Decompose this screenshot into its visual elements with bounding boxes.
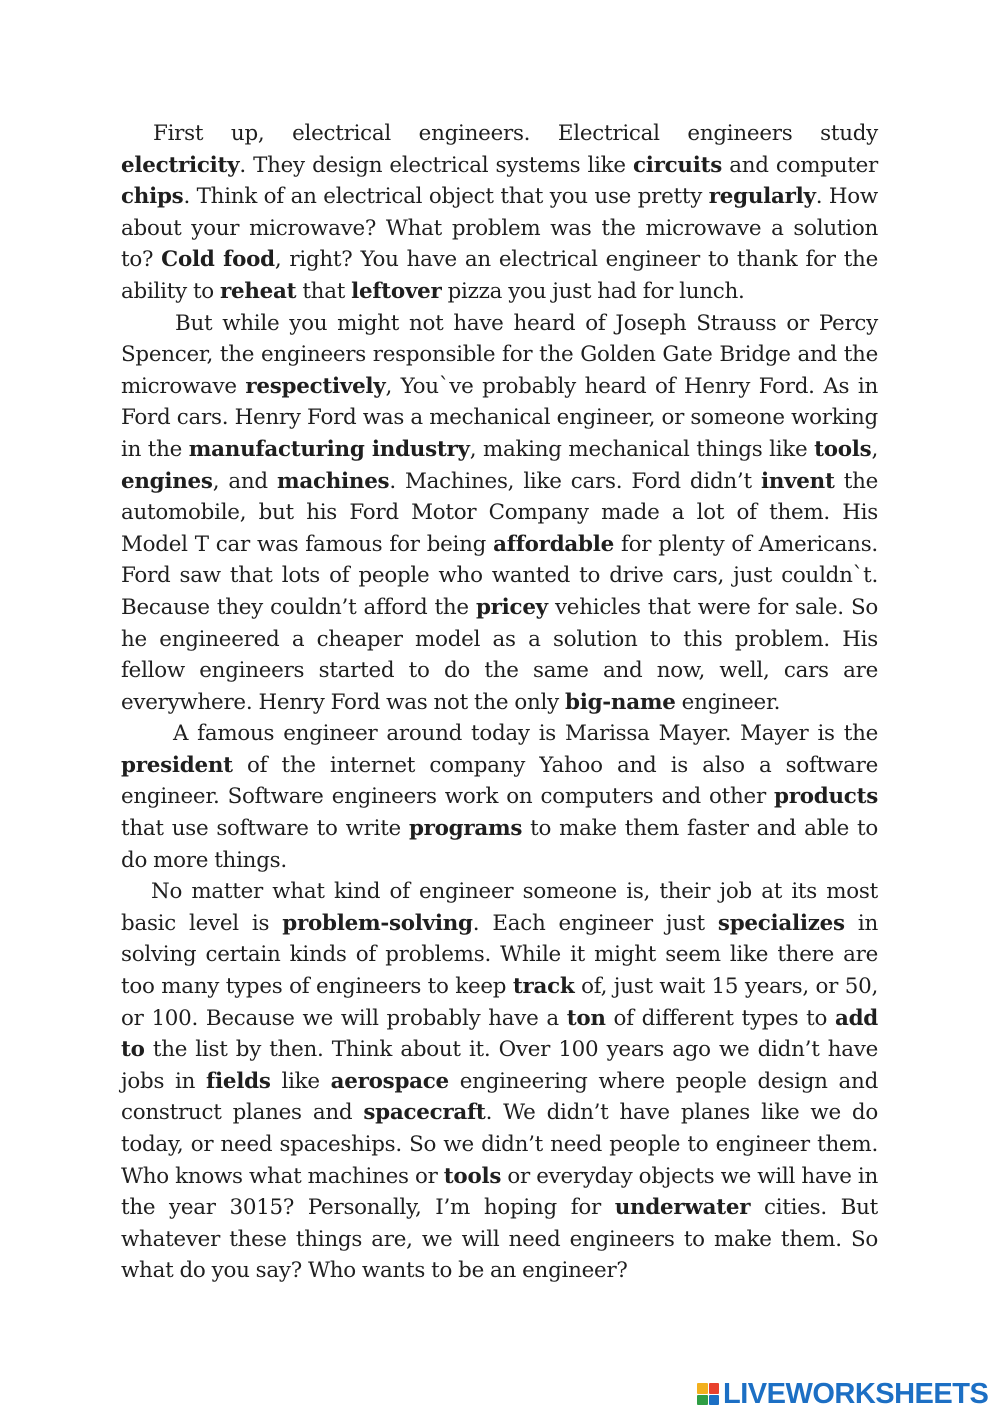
keyword: president xyxy=(121,752,233,778)
keyword: manufacturing industry xyxy=(188,436,470,462)
liveworksheets-logo-icon xyxy=(697,1383,719,1405)
keyword: products xyxy=(774,784,878,810)
text-run: But while you might not have heard of Joseph Strauss or Percy Spencer, the engineers responsible for the Golden Gate Bridge and the microwave xyxy=(121,310,878,399)
keyword: reheat xyxy=(219,278,297,304)
text-run: of, just wait 15 years, or 50, or 100. Because we will probably have a xyxy=(121,974,878,1031)
paragraph-henry-ford xyxy=(121,308,878,719)
liveworksheets-brand[interactable] xyxy=(697,1378,988,1410)
text-run: , making mechanical things like xyxy=(469,436,815,462)
text-run: in solving certain kinds of problems. While it might seem like there are too many types of engineers to keep xyxy=(121,910,878,1000)
text-run: of different types to xyxy=(605,1005,835,1031)
keyword: fields xyxy=(206,1068,271,1094)
keyword: chips xyxy=(121,184,184,210)
text-run: that use software to write xyxy=(121,816,409,842)
text-run: like xyxy=(270,1068,331,1094)
text-run: of the internet company Yahoo and is also a software engineer. Software engineers work on computers and other xyxy=(121,752,878,810)
keyword: spacecraft xyxy=(363,1100,486,1126)
keyword: track xyxy=(512,974,575,1000)
logo-tile xyxy=(709,1383,720,1394)
text-run: engineering where people design and construct planes and xyxy=(121,1068,879,1126)
text-run: pizza you just had for lunch. xyxy=(441,278,745,304)
paragraph-electrical-engineers xyxy=(121,118,878,308)
text-run: or everyday objects we will have in the year 3015? Personally, I’m hoping for xyxy=(121,1163,878,1221)
keyword: machines xyxy=(276,468,390,494)
text-run: . Think of an electrical object that you use pretty xyxy=(183,184,709,210)
text-run: for plenty of Americans. Ford saw that lots of people who wanted to drive cars, just couldn`t. Because they couldn’t afford the xyxy=(121,531,878,620)
keyword: underwater xyxy=(614,1195,751,1221)
text-run: that xyxy=(296,278,352,304)
keyword: affordable xyxy=(493,531,614,557)
logo-tile xyxy=(697,1383,708,1394)
text-run: First up, electrical engineers. Electrical engineers study xyxy=(153,121,878,146)
text-run: the list by then. Think about it. Over 100 years ago we didn’t have jobs in xyxy=(121,1037,878,1094)
keyword: specializes xyxy=(717,910,845,936)
keyword: aerospace xyxy=(330,1068,449,1094)
text-run: and computer xyxy=(722,152,878,178)
text-run: , and xyxy=(212,468,277,494)
keyword: tools xyxy=(443,1163,502,1189)
keyword: big-name xyxy=(565,689,676,715)
text-run: . We didn’t have planes like we do today, or need spaceships. So we didn’t need people to engineer them. Who knows what machines or xyxy=(121,1100,878,1189)
keyword: pricey xyxy=(475,594,548,620)
text-run: , You`ve probably heard of Henry Ford. As in Ford cars. Henry Ford was a mechanical engineer, or someone working in the xyxy=(121,373,878,462)
paragraph-problem-solving xyxy=(121,876,878,1287)
keyword: circuits xyxy=(632,152,723,178)
text-run: the automobile, but his Ford Motor Company made a lot of them. His Model T car was famous for being xyxy=(121,468,879,557)
keyword: leftover xyxy=(351,278,442,304)
keyword: tools xyxy=(814,436,872,462)
logo-tile xyxy=(709,1395,720,1406)
keyword: electricity xyxy=(121,152,240,178)
keyword: respectively xyxy=(245,373,386,399)
logo-tile xyxy=(697,1395,708,1406)
brand-name: LIVEWORKSHEETS xyxy=(723,1377,989,1410)
text-run: . How about your microwave? What problem was the microwave a solution to? xyxy=(121,184,878,273)
keyword: programs xyxy=(408,816,523,842)
keyword: engines xyxy=(121,468,213,494)
text-run: cities. But whatever these things are, we will need engineers to make them. So what do you say? Who wants to be an engineer? xyxy=(121,1195,878,1284)
keyword: regularly xyxy=(708,184,816,210)
text-run: engineer. xyxy=(675,689,781,715)
text-run: to make them faster and able to do more things. xyxy=(121,816,878,873)
keyword: add to xyxy=(121,1005,878,1063)
worksheet-page xyxy=(121,118,878,1287)
keyword: ton xyxy=(566,1005,606,1031)
text-run: . Machines, like cars. Ford didn’t xyxy=(389,468,761,494)
text-run: . They design electrical systems like xyxy=(239,152,633,178)
text-run: . Each engineer just xyxy=(472,910,718,936)
keyword: problem-solving xyxy=(282,910,473,936)
keyword: Cold food xyxy=(161,247,275,273)
text-run: vehicles that were for sale. So he engineered a cheaper model as a solution to this problem. His fellow engineers started to do the same and now, well, cars are everywhere. Henry Ford was not the only xyxy=(121,594,878,715)
keyword: invent xyxy=(760,468,835,494)
text-run: , right? You have an electrical engineer to thank for the ability to xyxy=(121,247,878,304)
text-run: A famous engineer around today is Marissa Mayer. Mayer is the xyxy=(173,721,878,747)
text-run: No matter what kind of engineer someone is, their job at its most basic level is xyxy=(121,879,878,936)
paragraph-marissa-mayer xyxy=(121,718,878,876)
text-run: , xyxy=(871,436,879,462)
